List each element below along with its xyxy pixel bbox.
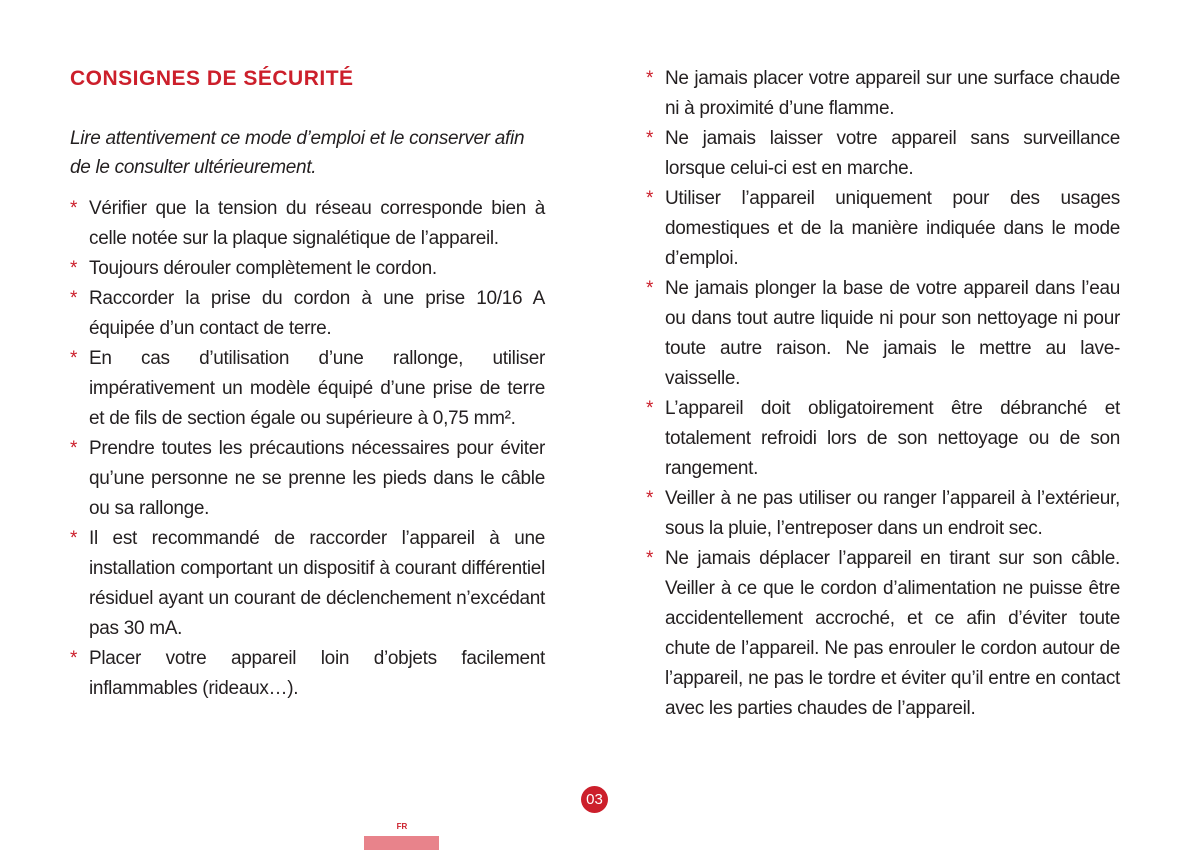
safety-item [646,274,1120,394]
safety-item-text: Veiller à ne pas utiliser ou ranger l’appareil à l’extérieur, sous la pluie, l’entreposer dans un endroit sec. [665,488,1120,539]
bullet-asterisk-icon: * [70,438,78,459]
safety-item-text: Toujours dérouler complètement le cordon. [89,258,437,279]
safety-item [646,124,1120,184]
safety-item-text: Ne jamais plonger la base de votre appareil dans l’eau ou dans tout autre liquide ni pour son nettoyage ni pour toute autre raison. Ne jamais le mettre au lave-vaisselle. [665,278,1120,389]
safety-item [70,524,545,644]
bullet-asterisk-icon: * [70,258,78,279]
bullet-asterisk-icon: * [646,278,654,299]
safety-item-text: Ne jamais laisser votre appareil sans surveillance lorsque celui-ci est en marche. [665,128,1120,179]
left-column [70,64,545,704]
bullet-asterisk-icon: * [646,188,654,209]
safety-item [646,484,1120,544]
right-column [646,64,1120,724]
safety-item [646,394,1120,484]
safety-item-text: Raccorder la prise du cordon à une prise 10/16 A équipée d’un contact de terre. [89,288,545,339]
bullet-asterisk-icon: * [646,398,654,419]
language-label: FR [396,822,408,831]
safety-item [646,64,1120,124]
safety-item-text: Ne jamais déplacer l’appareil en tirant sur son câble. Veiller à ce que le cordon d’alimentation ne puisse être accidentellement accroché, et ce afin d’éviter toute chute de l’appareil. Ne pas enrouler le cordon autour de l’appareil, ne pas le tordre et éviter qu’il entre en contact avec les parties chaudes de l’appareil. [665,548,1120,719]
bullet-asterisk-icon: * [646,68,654,89]
language-tab-bar [364,836,439,850]
bullet-asterisk-icon: * [646,548,654,569]
bullet-asterisk-icon: * [646,128,654,149]
safety-item [646,544,1120,724]
bullet-asterisk-icon: * [70,288,78,309]
safety-item [70,434,545,524]
safety-item-text: Placer votre appareil loin d’objets facilement inflammables (rideaux…). [89,648,545,699]
section-heading: CONSIGNES DE SÉCURITÉ [70,67,354,90]
safety-item [70,284,545,344]
bullet-asterisk-icon: * [70,198,78,219]
intro-text: Lire attentivement ce mode d’emploi et le conserver afin de le consulter ultérieurement. [70,128,525,178]
safety-item [70,194,545,254]
page-number: 03 [581,786,608,813]
safety-item-text: Il est recommandé de raccorder l’appareil à une installation comportant un dispositif à courant différentiel résiduel ayant un courant de déclenchement n’excédant pas 30 mA. [89,528,545,639]
safety-item-text: Vérifier que la tension du réseau corresponde bien à celle notée sur la plaque signalétique de l’appareil. [89,198,545,249]
right-safety-list [646,64,1120,724]
bullet-asterisk-icon: * [646,488,654,509]
safety-item [70,644,545,704]
safety-item-text: En cas d’utilisation d’une rallonge, utiliser impérativement un modèle équipé d’une prise de terre et de fils de section égale ou supérieure à 0,75 mm². [89,348,545,429]
safety-item [646,184,1120,274]
safety-item [70,344,545,434]
safety-item-text: L’appareil doit obligatoirement être débranché et totalement refroidi lors de son nettoyage ou de son rangement. [665,398,1120,479]
bullet-asterisk-icon: * [70,528,78,549]
left-safety-list [70,194,545,704]
safety-item [70,254,545,284]
safety-item-text: Prendre toutes les précautions nécessaires pour éviter qu’une personne ne se prenne les pieds dans le câble ou sa rallonge. [89,438,545,519]
safety-item-text: Ne jamais placer votre appareil sur une surface chaude ni à proximité d’une flamme. [665,68,1120,119]
bullet-asterisk-icon: * [70,348,78,369]
safety-item-text: Utiliser l’appareil uniquement pour des usages domestiques et de la manière indiquée dans le mode d’emploi. [665,188,1120,269]
bullet-asterisk-icon: * [70,648,78,669]
